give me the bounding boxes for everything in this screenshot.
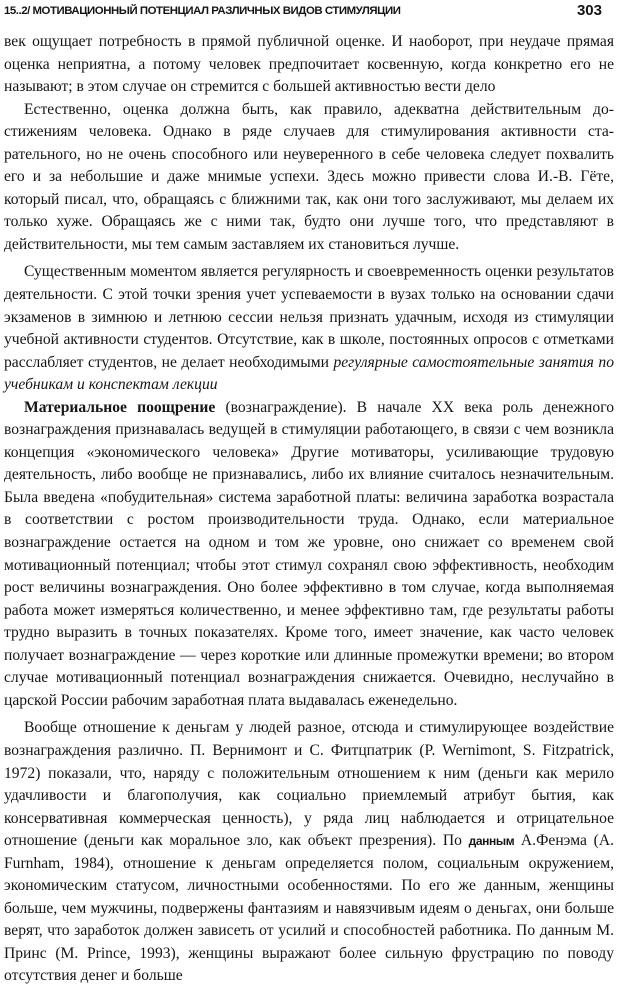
paragraph-regularity-text: Существенным моментом является регулярность и своевременность оценки результатов деятельности. С этой точки зрения учет успеваемости в вузах только на основании сдачи экзаменов в зимнюю и летнюю сессии нельзя признать удачным, исходя из стимуляции учебной активности студентов. Отсутствие, как в школе, постоянных опросов с отметками расслабляет студентов, не делает необходимыми (4, 263, 614, 371)
paragraph-money-attitude-text-a: Вообще отношение к деньгам у людей разное, отсюда и стимулирующее воздействие вознаграждения различно. П. Вернимонт и С. Фитцпатрик (P. Wernimont, S. Fitzpatrick, 1972) показали, что, наряду с положительным отношением к ним (деньги как мерило удачливости и благополучия, как социально приемлемый атрибут бытия, как консервативная коммерческая ценность), у ряда лиц наблюдается и отрицательное отношение (деньги как моральное зло, как объект презрения). По (4, 719, 614, 850)
paragraph-money-attitude-text-b: А.Фенэма (A. Furnham, 1984), отношение к деньгам определяется полом, социальным окружением, экономическим статусом, личностными особенностями. По его же данным, женщины больше, чем мужчины, подвержены фантазиям и навязчивым идеям о деньгах, они больше верят, что заработок должен зависеть от усилий и способностей работника. По данным М. Принс (M. Prince, 1993), женщины выражают более сильную фрустрацию по поводу отсутствия денег и больше (4, 832, 614, 985)
running-head-title: 15..2/ МОТИВАЦИОННЫЙ ПОТЕНЦИАЛ РАЗЛИЧНЫХ ВИДОВ СТИМУЛЯЦИИ (4, 5, 401, 17)
running-head (4, 2, 602, 22)
paragraph-material-reward-text: (вознаграждение). В начале XX века роль денежного вознаграждения признавалась ведущей в стимуляции работающего, в связи с чем возникла концепция «экономического человека» Другие мотиваторы, усиливающие трудовую деятельность, либо вообще не признавались, либо их влияние считалось незначительным. Была введена «побудительная» система заработной платы: величина заработка возрастала в соответствии с ростом производительности труда. Однако, если материальное вознаграждение остается на одном и том же уровне, оно снижает со временем свой мотивационный потенциал; чтобы этот стимул сохранял свою эффективность, необходим рост величины вознаграждения. Оно более эффективно в том случае, когда выполняемая работа может измеряться количественно, и менее эффективно там, где результаты работы трудно выразить в точных показателях. Кроме того, имеет значение, как часто человек получает вознаграждение — через короткие или длинные промежутки времени; во втором случае мотивационный потенциал вознаграждения снижается. Очевидно, неслучайно в царской России рабочим заработная плата выдавалась еженедельно. (4, 398, 614, 709)
paragraph-continuation: век ощущает потребность в прямой публичной оценке. И наоборот, при неудаче прямая оценка неприятна, а потому человек предпочитает косвенную, когда конкретно его не называют; в этом случае он стремится с большей активностью вести дело (4, 33, 614, 96)
paragraph-money-attitude (4, 717, 614, 988)
italic-phrase: регулярные самостоятельные занятия по учебникам и конспектам лекции (4, 353, 615, 394)
section-lead-term: Материальное поощрение (24, 398, 216, 416)
page-body (4, 31, 614, 988)
page-number: 303 (576, 2, 602, 19)
paragraph-assessment: Естественно, оценка должна быть, как правило, адекватна действительным достижениям человека. Однако в ряде случаев для стимулирования активности старательного, но не очень способного или неуверенного в себе человека следует похвалить его и за небольшие и даже мнимые успехи. Здесь можно привести слова И.-В. Гёте, который писал, что, обращаясь с ближними так, как они того заслуживают, мы делаем их только хуже. Обращаясь же с ними так, будто они лучше того, что представляют в действительности, мы тем самым заставляем их становиться лучше. (4, 100, 614, 253)
paragraph-material-reward (4, 397, 614, 713)
paragraph-regularity (4, 261, 614, 396)
bold-word: данным (468, 834, 515, 849)
